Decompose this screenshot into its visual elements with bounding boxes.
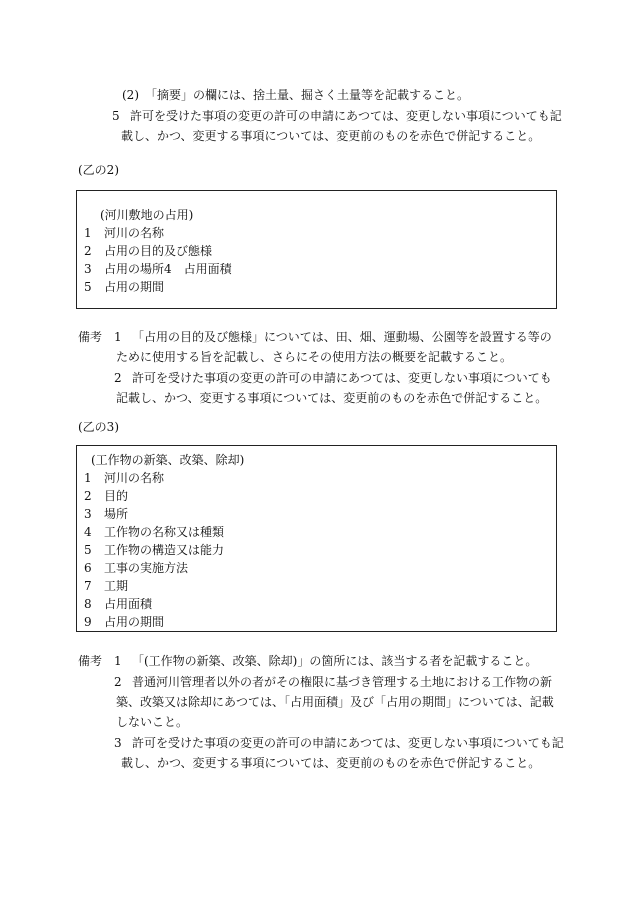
form-3-remark-line: しないこと。 — [116, 715, 189, 729]
form-2-item-number: 2 — [84, 244, 92, 258]
form-3-item-label: 河川の名称 — [104, 471, 165, 485]
form-2-item-label: 占用の場所4 占用面積 — [104, 262, 232, 276]
form-2-item-number: 1 — [84, 226, 92, 240]
form-3-item-label: 占用面積 — [104, 597, 153, 611]
form-3-item-number: 6 — [84, 561, 92, 575]
form-3-box — [76, 445, 557, 632]
intro-item-5-line-2: 載し、かつ、変更する事項については、変更前のものを赤色で併記すること。 — [121, 129, 541, 143]
form-2-item-label: 占用の目的及び態様 — [104, 244, 213, 258]
form-3-heading: (乙の3) — [78, 420, 119, 434]
form-2-remark-number: 2 — [114, 371, 122, 385]
form-3-remark-number: 2 — [114, 675, 122, 689]
form-3-remark-line: 許可を受けた事項の変更の許可の申請にあつては、変更しない事項についても記 — [132, 736, 564, 750]
form-2-remark-number: 1 — [114, 330, 122, 344]
form-3-item-label: 占用の期間 — [104, 615, 165, 629]
form-2-remark-line: ために使用する旨を記載し、さらにその使用方法の概要を記載すること。 — [116, 350, 513, 364]
form-3-item-label: 工作物の名称又は種類 — [104, 525, 225, 539]
form-2-remark-line: 「占用の目的及び態様」については、田、畑、運動場、公園等を設置する等の — [132, 330, 552, 344]
form-3-item-label: 工作物の構造又は能力 — [104, 543, 225, 557]
intro-item-2: (2) 「摘要」の欄には、捨土量、掘さく土量等を記載すること。 — [122, 88, 470, 102]
form-3-item-number: 3 — [84, 507, 92, 521]
intro-item-5-number: 5 — [112, 109, 120, 123]
form-3-item-number: 8 — [84, 597, 92, 611]
form-3-item-number: 7 — [84, 579, 92, 593]
form-3-item-number: 9 — [84, 615, 92, 629]
form-2-remark-line: 許可を受けた事項の変更の許可の申請にあつては、変更しない事項についても — [132, 371, 552, 385]
form-3-remark-number: 1 — [114, 654, 122, 668]
form-3-remark-line: 載し、かつ、変更する事項については、変更前のものを赤色で併記すること。 — [121, 756, 541, 770]
form-3-remark-line: 普通河川管理者以外の者がその権限に基づき管理する土地における工作物の新 — [132, 675, 553, 689]
form-3-item-label: 工期 — [104, 579, 129, 593]
form-3-item-label: 工事の実施方法 — [104, 561, 189, 575]
form-3-item-number: 5 — [84, 543, 92, 557]
form-3-item-label: 目的 — [104, 489, 129, 503]
form-3-remark-line: 「(工作物の新築、改築、除却)」の箇所には、該当する者を記載すること。 — [132, 654, 538, 668]
form-2-item-label: 占用の期間 — [104, 280, 165, 294]
form-2-item-number: 5 — [84, 280, 92, 294]
form-2-box — [76, 190, 557, 309]
form-2-remarks-label: 備考 — [78, 330, 103, 344]
form-3-remark-number: 3 — [114, 736, 122, 750]
intro-item-5-line-1: 許可を受けた事項の変更の許可の申請にあつては、変更しない事項についても記 — [130, 109, 562, 123]
form-3-item-number: 2 — [84, 489, 92, 503]
form-2-item-label: 河川の名称 — [104, 226, 165, 240]
form-3-item-number: 4 — [84, 525, 92, 539]
form-2-item-number: 3 — [84, 262, 92, 276]
form-3-item-number: 1 — [84, 471, 92, 485]
form-2-remark-line: 記載し、かつ、変更する事項については、変更前のものを赤色で併記すること。 — [116, 391, 548, 405]
form-2-heading: (乙の2) — [78, 163, 119, 177]
form-3-remark-line: 築、改築又は除却にあつては、「占用面積」及び「占用の期間」については、記載 — [116, 695, 554, 709]
form-3-box-title: (工作物の新築、改築、除却) — [91, 453, 245, 467]
form-3-remarks-label: 備考 — [78, 654, 103, 668]
form-2-box-title: (河川敷地の占用) — [100, 208, 194, 222]
form-3-item-label: 場所 — [104, 507, 129, 521]
